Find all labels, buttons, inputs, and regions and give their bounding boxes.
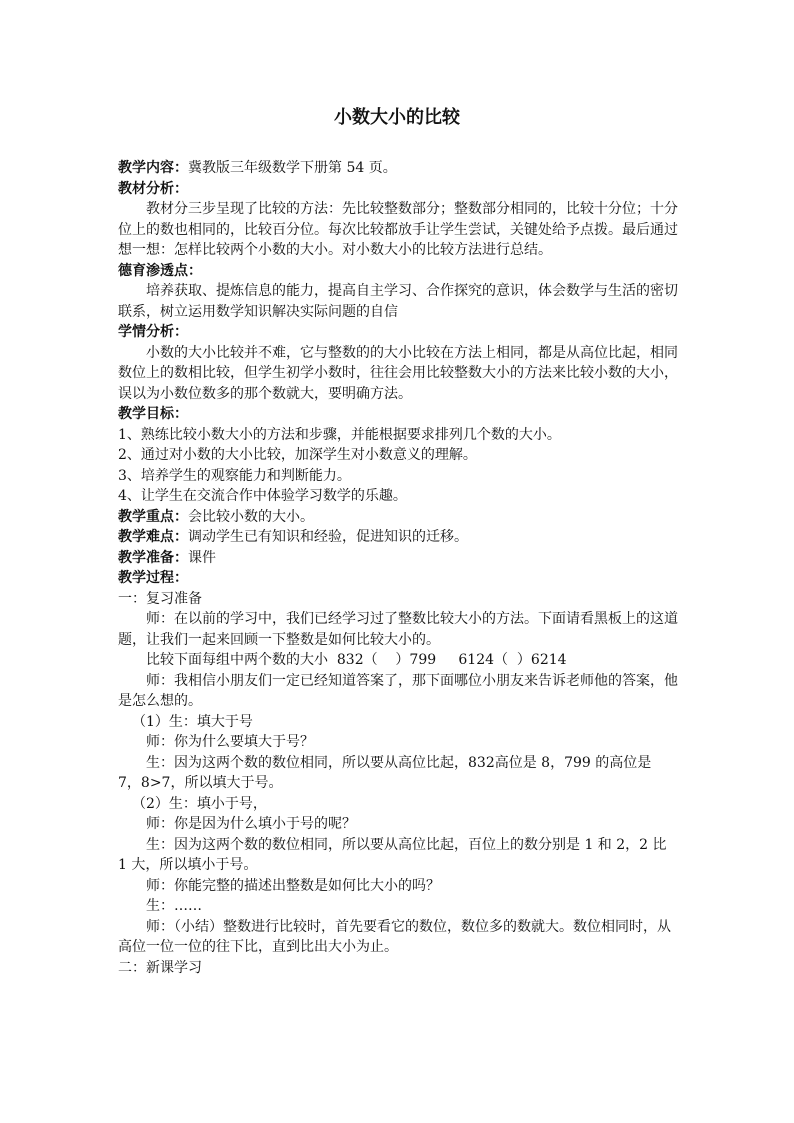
process-line-10: 师：你能完整的描述出整数是如何比大小的吗？ [146,877,440,894]
difficulty-text: 调动学生已有知识和经验，促进知识的迁移。 [188,529,468,545]
process-line-9: 生：因为这两个数的数位相同，所以要从高位比起，百位上的数分别是 1 和 2，2 比 1 大，所以填小于号。 [118,836,667,873]
material-analysis-text: 教材分三步呈现了比较的方法：先比较整数部分；整数部分相同的，比较十分位；十分位上的数也相同的，比较百分位。每次比较都放手让学生尝试，关键处给予点拨。最后通过想一想：怎样比较两个小数的大小。对小数大小的比较方法进行总结。 [118,201,678,258]
section-new-lesson-heading: 二：新课学习 [118,959,202,976]
preparation-label: 教学准备： [118,549,188,566]
objective-item-1: 1、熟练比较小数大小的方法和步骤，并能根据要求排列几个数的大小。 [118,426,561,443]
process-heading: 教学过程： [118,570,188,586]
student-analysis-text: 小数的大小比较并不难，它与整数的的大小比较在方法上相同，都是从高位比起，相同数位上的数相比较，但学生初学小数时，往往会用比较整数大小的方法来比较小数的大小，误以为小数位数多的那个数就大，要明确方法。 [118,344,678,402]
moral-education-text: 培养获取、提炼信息的能力，提高自主学习、合作探究的意识，体会数学与生活的密切联系，树立运用数学知识解决实际问题的自信 [118,283,678,320]
preparation-text: 课件 [188,549,216,566]
preparation-row [118,548,678,569]
objective-item-4: 4、让学生在交流合作中体验学习数学的乐趣。 [118,488,407,504]
process-line-4: （1）生：填大于号 [132,713,253,730]
objective-item-3: 3、培养学生的观察能力和判断能力。 [118,467,351,484]
moral-education-heading: 德育渗透点： [118,262,202,279]
teaching-content-text: 冀教版三年级数学下册第 54 页。 [188,160,397,176]
key-point-label: 教学重点： [118,508,188,525]
difficulty-row [118,527,678,548]
process-line-5: 师：你为什么要填大于号？ [146,734,314,750]
student-analysis-heading: 学情分析： [118,324,188,340]
objective-item-2: 2、通过对小数的大小比较，加深学生对小数意义的理解。 [118,447,477,463]
process-line-12: 师：（小结）整数进行比较时，首先要看它的数位，数位多的数就大。数位相同时，从高位一位一位的往下比，直到比出大小为止。 [118,918,671,955]
key-point-row [118,507,678,528]
process-line-3: 师：我相信小朋友们一定已经知道答案了，那下面哪位小朋友来告诉老师他的答案，他是怎么想的。 [118,672,678,709]
document-body [118,158,678,978]
material-analysis-heading: 教材分析： [118,180,188,197]
process-line-11: 生：…… [146,898,202,914]
teaching-content-label: 教学内容： [118,160,188,176]
process-line-1: 师：在以前的学习中，我们已经学习过了整数比较大小的方法。下面请看黑板上的这道题，让我们一起来回顾一下整数是如何比较大小的。 [118,611,678,648]
document-title: 小数大小的比较 [334,107,460,128]
process-line-7: （2）生：填小于号， [132,795,267,812]
process-line-8: 师：你是因为什么填小于号的呢？ [146,816,356,832]
section-review-heading: 一：复习准备 [118,590,202,607]
objectives-heading: 教学目标： [118,406,188,422]
process-line-2: 比较下面每组中两个数的大小 832（ ）799 6124（ ）6214 [146,652,567,668]
key-point-text: 会比较小数的大小。 [188,508,314,525]
process-line-6: 生：因为这两个数的数位相同，所以要从高位比起，832高位是 8，799 的高位是 7，8>7，所以填大于号。 [118,754,652,791]
teaching-content-row [118,158,678,179]
difficulty-label: 教学难点： [118,529,188,545]
